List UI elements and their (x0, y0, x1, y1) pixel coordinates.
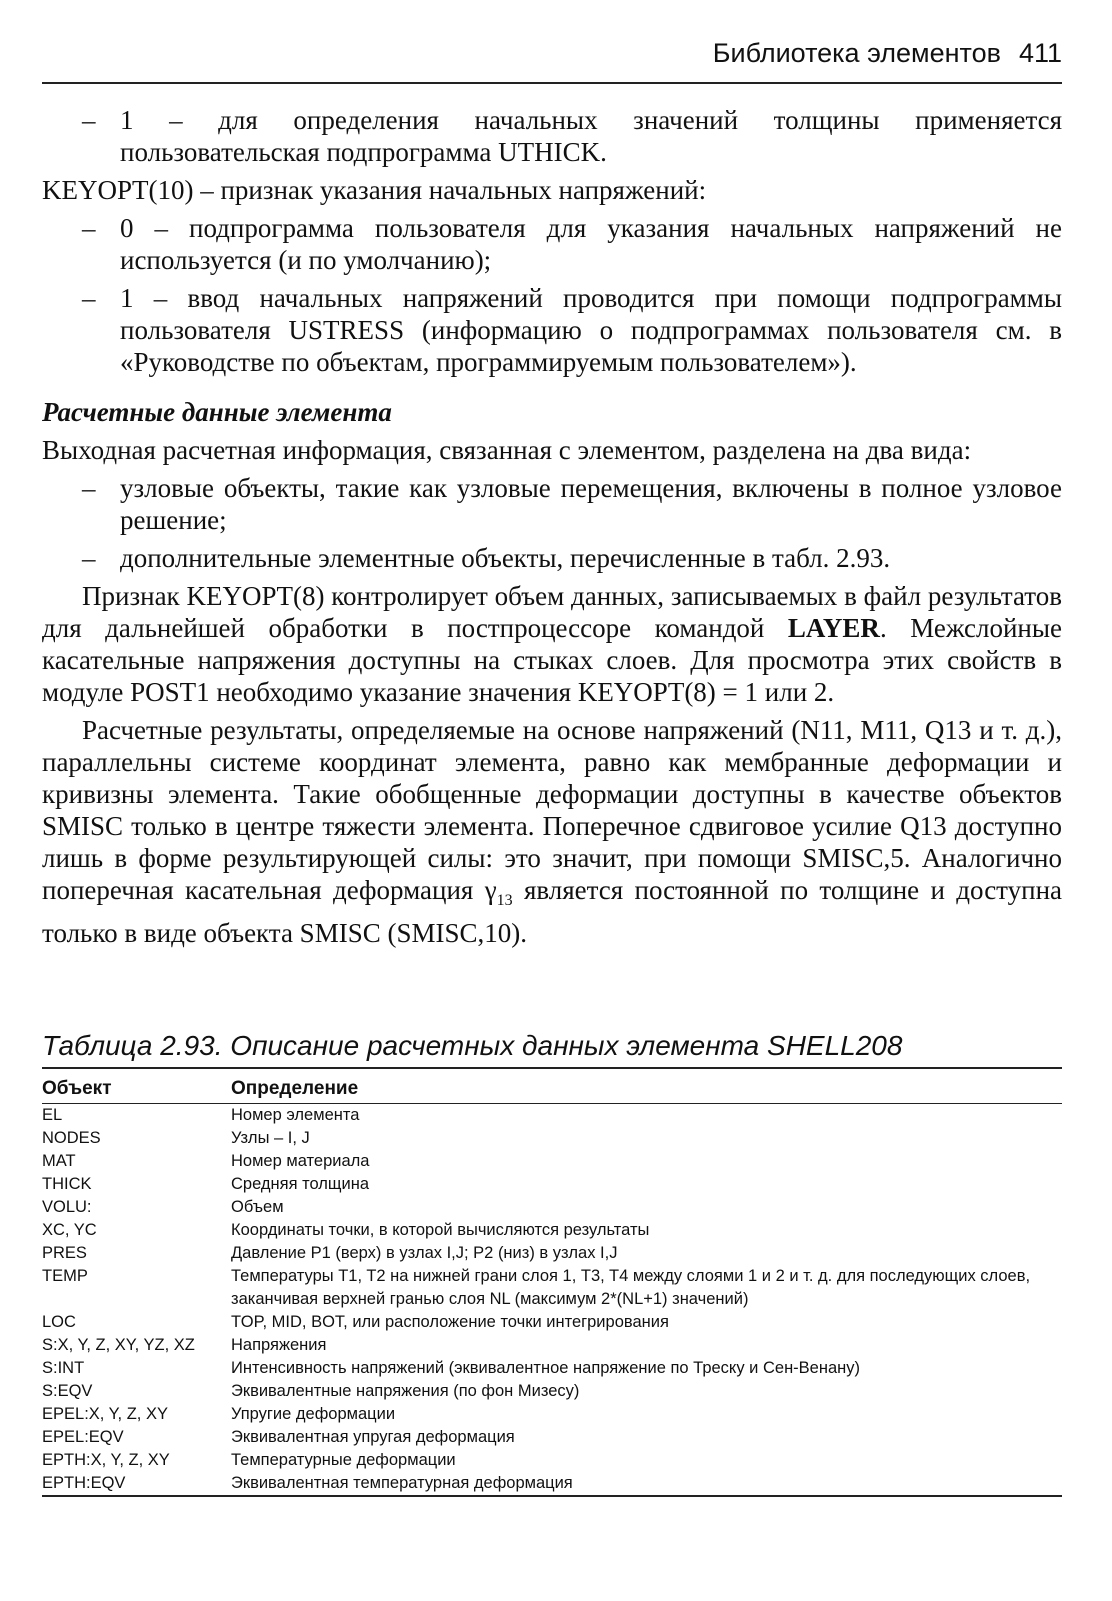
list-item-additional (42, 542, 1062, 574)
table-cell-object: S:INT (42, 1359, 85, 1377)
table-row (42, 1426, 1062, 1449)
table-cell-definition: Эквивалентные напряжения (по фон Мизесу) (231, 1382, 580, 1400)
table-header-row (42, 1069, 1062, 1104)
table-cell-object: TEMP (42, 1267, 88, 1285)
table-cell-object: MAT (42, 1152, 76, 1170)
table-row (42, 1196, 1062, 1219)
table-row (42, 1334, 1062, 1357)
table-row (42, 1127, 1062, 1150)
keyopt8-text-start: Признак KEYOPT(8) контролирует объем данных, записываемых в файл результатов для дальнейшей обработки в постпроцессоре командой (42, 581, 1062, 643)
results-paragraph (42, 714, 1062, 949)
section-heading: Расчетные данные элемента (42, 397, 392, 427)
table-cell-definition: TOP, MID, BOT, или расположение точки интегрирования (231, 1313, 669, 1331)
list-item-uthick (42, 104, 1062, 168)
page-number: 411 (1018, 38, 1062, 68)
table-row (42, 1357, 1062, 1380)
list-item-text: дополнительные элементные объекты, перечисленные в табл. 2.93. (120, 543, 891, 573)
table-body (42, 1104, 1062, 1495)
table-cell-definition: Средняя толщина (231, 1175, 369, 1193)
table-cell-object: S:EQV (42, 1382, 93, 1400)
table-row (42, 1173, 1062, 1196)
keyopt8-text-end: . Межслойные касательные напряжения доступны на стыках слоев. Для просмотра этих свойств в модуле POST1 необходимо указание значения KEYOPT(8) = 1 или 2. (42, 613, 1062, 707)
table-row (42, 1380, 1062, 1403)
table-cell-object: PRES (42, 1244, 87, 1262)
list-item-text: 1 – ввод начальных напряжений проводится при помощи подпрограммы пользователя USTRESS (информацию о подпрограммах пользователя см. в «Руководстве по объектам, программируемым пользователем»). (120, 283, 1062, 377)
table-row (42, 1219, 1062, 1242)
list-dash: – (82, 473, 96, 503)
table-cell-definition: Напряжения (231, 1336, 327, 1354)
table-row (42, 1403, 1062, 1426)
table-cell-object: VOLU: (42, 1198, 92, 1216)
table-row (42, 1150, 1062, 1173)
list-item-keyopt10-1 (42, 282, 1062, 378)
table-row (42, 1265, 1062, 1311)
table-cell-object: THICK (42, 1175, 92, 1193)
table-cell-definition: Интенсивность напряжений (эквивалентное напряжение по Треску и Сен-Венану) (231, 1359, 860, 1377)
layer-command: LAYER (787, 613, 880, 643)
list-item-text: 1 – для определения начальных значений толщины применяется пользовательская подпрограмма UTHICK. (120, 105, 1062, 167)
table-caption: Таблица 2.93. Описание расчетных данных элемента SHELL208 (42, 1030, 903, 1061)
table-row (42, 1472, 1062, 1495)
table-cell-definition: Объем (231, 1198, 284, 1216)
table-row (42, 1104, 1062, 1127)
table-cell-object: LOC (42, 1313, 76, 1331)
list-dash: – (82, 105, 96, 135)
list-dash: – (82, 543, 96, 573)
table-cell-definition: Координаты точки, в которой вычисляются результаты (231, 1221, 650, 1239)
output-data-table (42, 1067, 1062, 1497)
table-cell-definition: Номер элемента (231, 1106, 360, 1124)
table-cell-object: EL (42, 1106, 63, 1124)
running-header (42, 38, 1062, 84)
table-header-definition: Определение (231, 1078, 359, 1099)
keyopt8-paragraph (42, 580, 1062, 708)
list-item-text: 0 – подпрограмма пользователя для указания начальных напряжений не используется (и по умолчанию); (120, 213, 1062, 275)
keyopt10-paragraph: KEYOPT(10) – признак указания начальных напряжений: (42, 175, 707, 205)
table-cell-object: EPTH:X, Y, Z, XY (42, 1451, 170, 1469)
results-text-end: является постоянной по толщине и доступна только в виде объекта SMISC (SMISC,10). (42, 875, 1062, 948)
table-cell-object: EPEL:X, Y, Z, XY (42, 1405, 168, 1423)
table-cell-object: EPTH:EQV (42, 1474, 126, 1492)
gamma-symbol: γ (484, 875, 497, 905)
table-cell-definition: Эквивалентная упругая деформация (231, 1428, 515, 1446)
list-dash: – (82, 283, 96, 313)
table-cell-definition: Давление P1 (верх) в узлах I,J; P2 (низ) в узлах I,J (231, 1244, 618, 1262)
body-text (42, 104, 1062, 955)
table-row (42, 1242, 1062, 1265)
table-cell-object: XC, YC (42, 1221, 97, 1239)
table-cell-definition: Температуры T1, T2 на нижней грани слоя 1, T3, T4 между слоями 1 и 2 и т. д. для последующих слоев, заканчивая верхней гранью слоя NL (максимум 2*(NL+1) значений) (231, 1267, 1031, 1308)
table-cell-definition: Номер материала (231, 1152, 370, 1170)
results-text-start: Расчетные результаты, определяемые на основе напряжений (N11, M11, Q13 и т. д.), параллельны системе координат элемента, равно как мембранные деформации и кривизны элемента. Такие обобщенные деформации доступны в качестве объектов SMISC только в центре тяжести элемента. Поперечное сдвиговое усилие Q13 доступно лишь в форме результирующей силы: это значит, при помощи SMISC,5. Аналогично поперечная касательная деформация (42, 715, 1062, 905)
running-header-title: Библиотека элементов (712, 38, 1001, 68)
list-dash: – (82, 213, 96, 243)
table-cell-definition: Упругие деформации (231, 1405, 396, 1423)
table-cell-object: EPEL:EQV (42, 1428, 124, 1446)
table-cell-definition: Эквивалентная температурная деформация (231, 1474, 573, 1492)
gamma-subscript: 13 (496, 892, 513, 909)
table-header-object: Объект (42, 1078, 112, 1099)
output-intro-paragraph: Выходная расчетная информация, связанная с элементом, разделена на два вида: (42, 435, 972, 465)
table-row (42, 1311, 1062, 1334)
table-cell-object: S:X, Y, Z, XY, YZ, XZ (42, 1336, 195, 1354)
table-cell-object: NODES (42, 1129, 101, 1147)
list-item-text: узловые объекты, такие как узловые перемещения, включены в полное узловое решение; (120, 473, 1062, 535)
table-cell-definition: Температурные деформации (231, 1451, 456, 1469)
table-cell-definition: Узлы – I, J (231, 1129, 310, 1147)
list-item-nodal (42, 472, 1062, 536)
table-row (42, 1449, 1062, 1472)
list-item-keyopt10-0 (42, 212, 1062, 276)
